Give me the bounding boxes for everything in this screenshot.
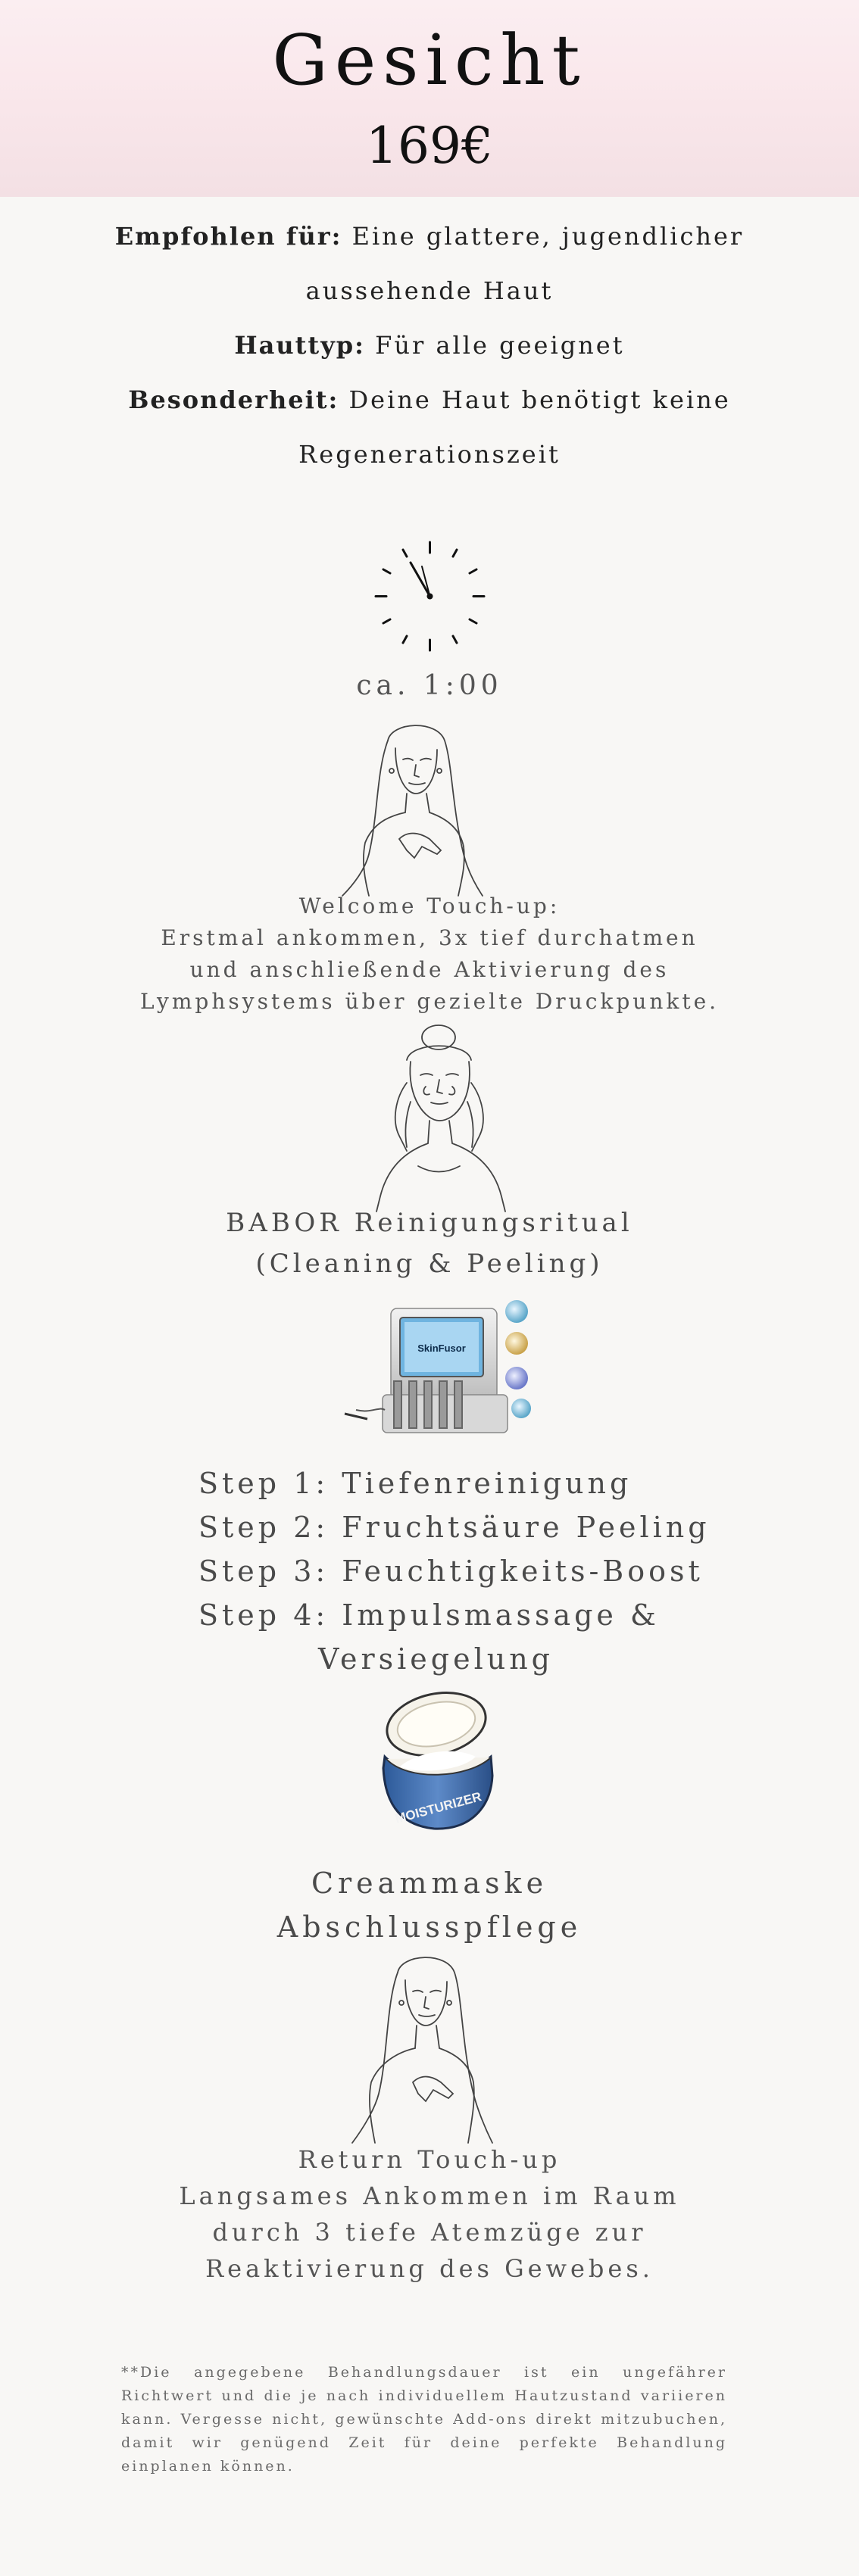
woman-return-illustration-icon [341,1950,508,2147]
price: 169€ [366,117,493,175]
step-2: Step 2: Fruchtsäure Peeling [198,1511,711,1544]
skinfusor-device-icon [341,1296,538,1444]
disclaimer-footnote: **Die angegebene Behandlungsdauer ist ein ungefährer Richtwert und die je nach individuellem Hautzustand variieren kann. Vergesse nicht, gewünschte Add-ons direkt mitzubuchen, damit wir genügend Zeit für deine perfekte Behandlung einplanen können. [121,2364,727,2475]
treatment-steps [198,1461,711,1681]
cleansing-block [0,1202,859,1284]
welcome-line-1: Erstmal ankommen, 3x tief durchatmen [161,925,698,950]
welcome-block [0,890,859,1018]
skin-type-label: Hauttyp: [234,331,365,360]
special-value-1: Deine Haut benötigt keine [348,385,731,414]
clock-icon [371,538,489,655]
cream-block [0,1861,859,1949]
page-title: Gesicht [272,20,587,101]
welcome-title: Welcome Touch-up: [298,893,561,918]
woman-breathing-illustration-icon [331,718,498,900]
return-line-1: Langsames Ankommen im Raum [179,2181,680,2210]
header-banner [0,0,859,197]
welcome-line-3: Lymphsystems über gezielte Druckpunkte. [139,989,720,1014]
skin-type-row [45,318,814,373]
special-label: Besonderheit: [128,385,339,414]
recommended-row [45,209,814,264]
treatment-details [45,209,814,482]
woman-face-massage-illustration-icon [354,1015,528,1213]
moisturizer-jar-icon [362,1685,506,1836]
step-3: Step 3: Feuchtigkeits-Boost [198,1555,704,1588]
step-4-continued: Versiegelung [318,1642,554,1676]
return-line-3: Reaktivierung des Gewebes. [205,2254,654,2283]
return-line-2: durch 3 tiefe Atemzüge zur [212,2218,647,2247]
step-1: Step 1: Tiefenreinigung [198,1467,633,1500]
special-value-2: Regenerationszeit [298,440,561,469]
cleansing-line-2: (Cleaning & Peeling) [255,1249,604,1279]
welcome-line-2: und anschließende Aktivierung des [189,957,670,982]
cream-line-1: Creammaske [311,1867,548,1900]
skin-type-value: Für alle geeignet [375,331,625,360]
recommended-value-2: aussehende Haut [305,276,554,305]
duration-text: ca. 1:00 [356,670,503,701]
return-title: Return Touch-up [298,2145,561,2174]
recommended-label: Empfohlen für: [114,222,342,251]
step-4: Step 4: Impulsmassage & [198,1598,660,1632]
jar-label: MOISTURIZER [393,1789,483,1826]
cleansing-line-1: BABOR Reinigungsritual [226,1208,633,1238]
cream-line-2: Abschlusspflege [276,1910,583,1944]
device-screen-label: SkinFusor [417,1343,466,1354]
special-row [45,373,814,427]
return-block [0,2141,859,2287]
recommended-value-1: Eine glattere, jugendlicher [351,222,745,251]
